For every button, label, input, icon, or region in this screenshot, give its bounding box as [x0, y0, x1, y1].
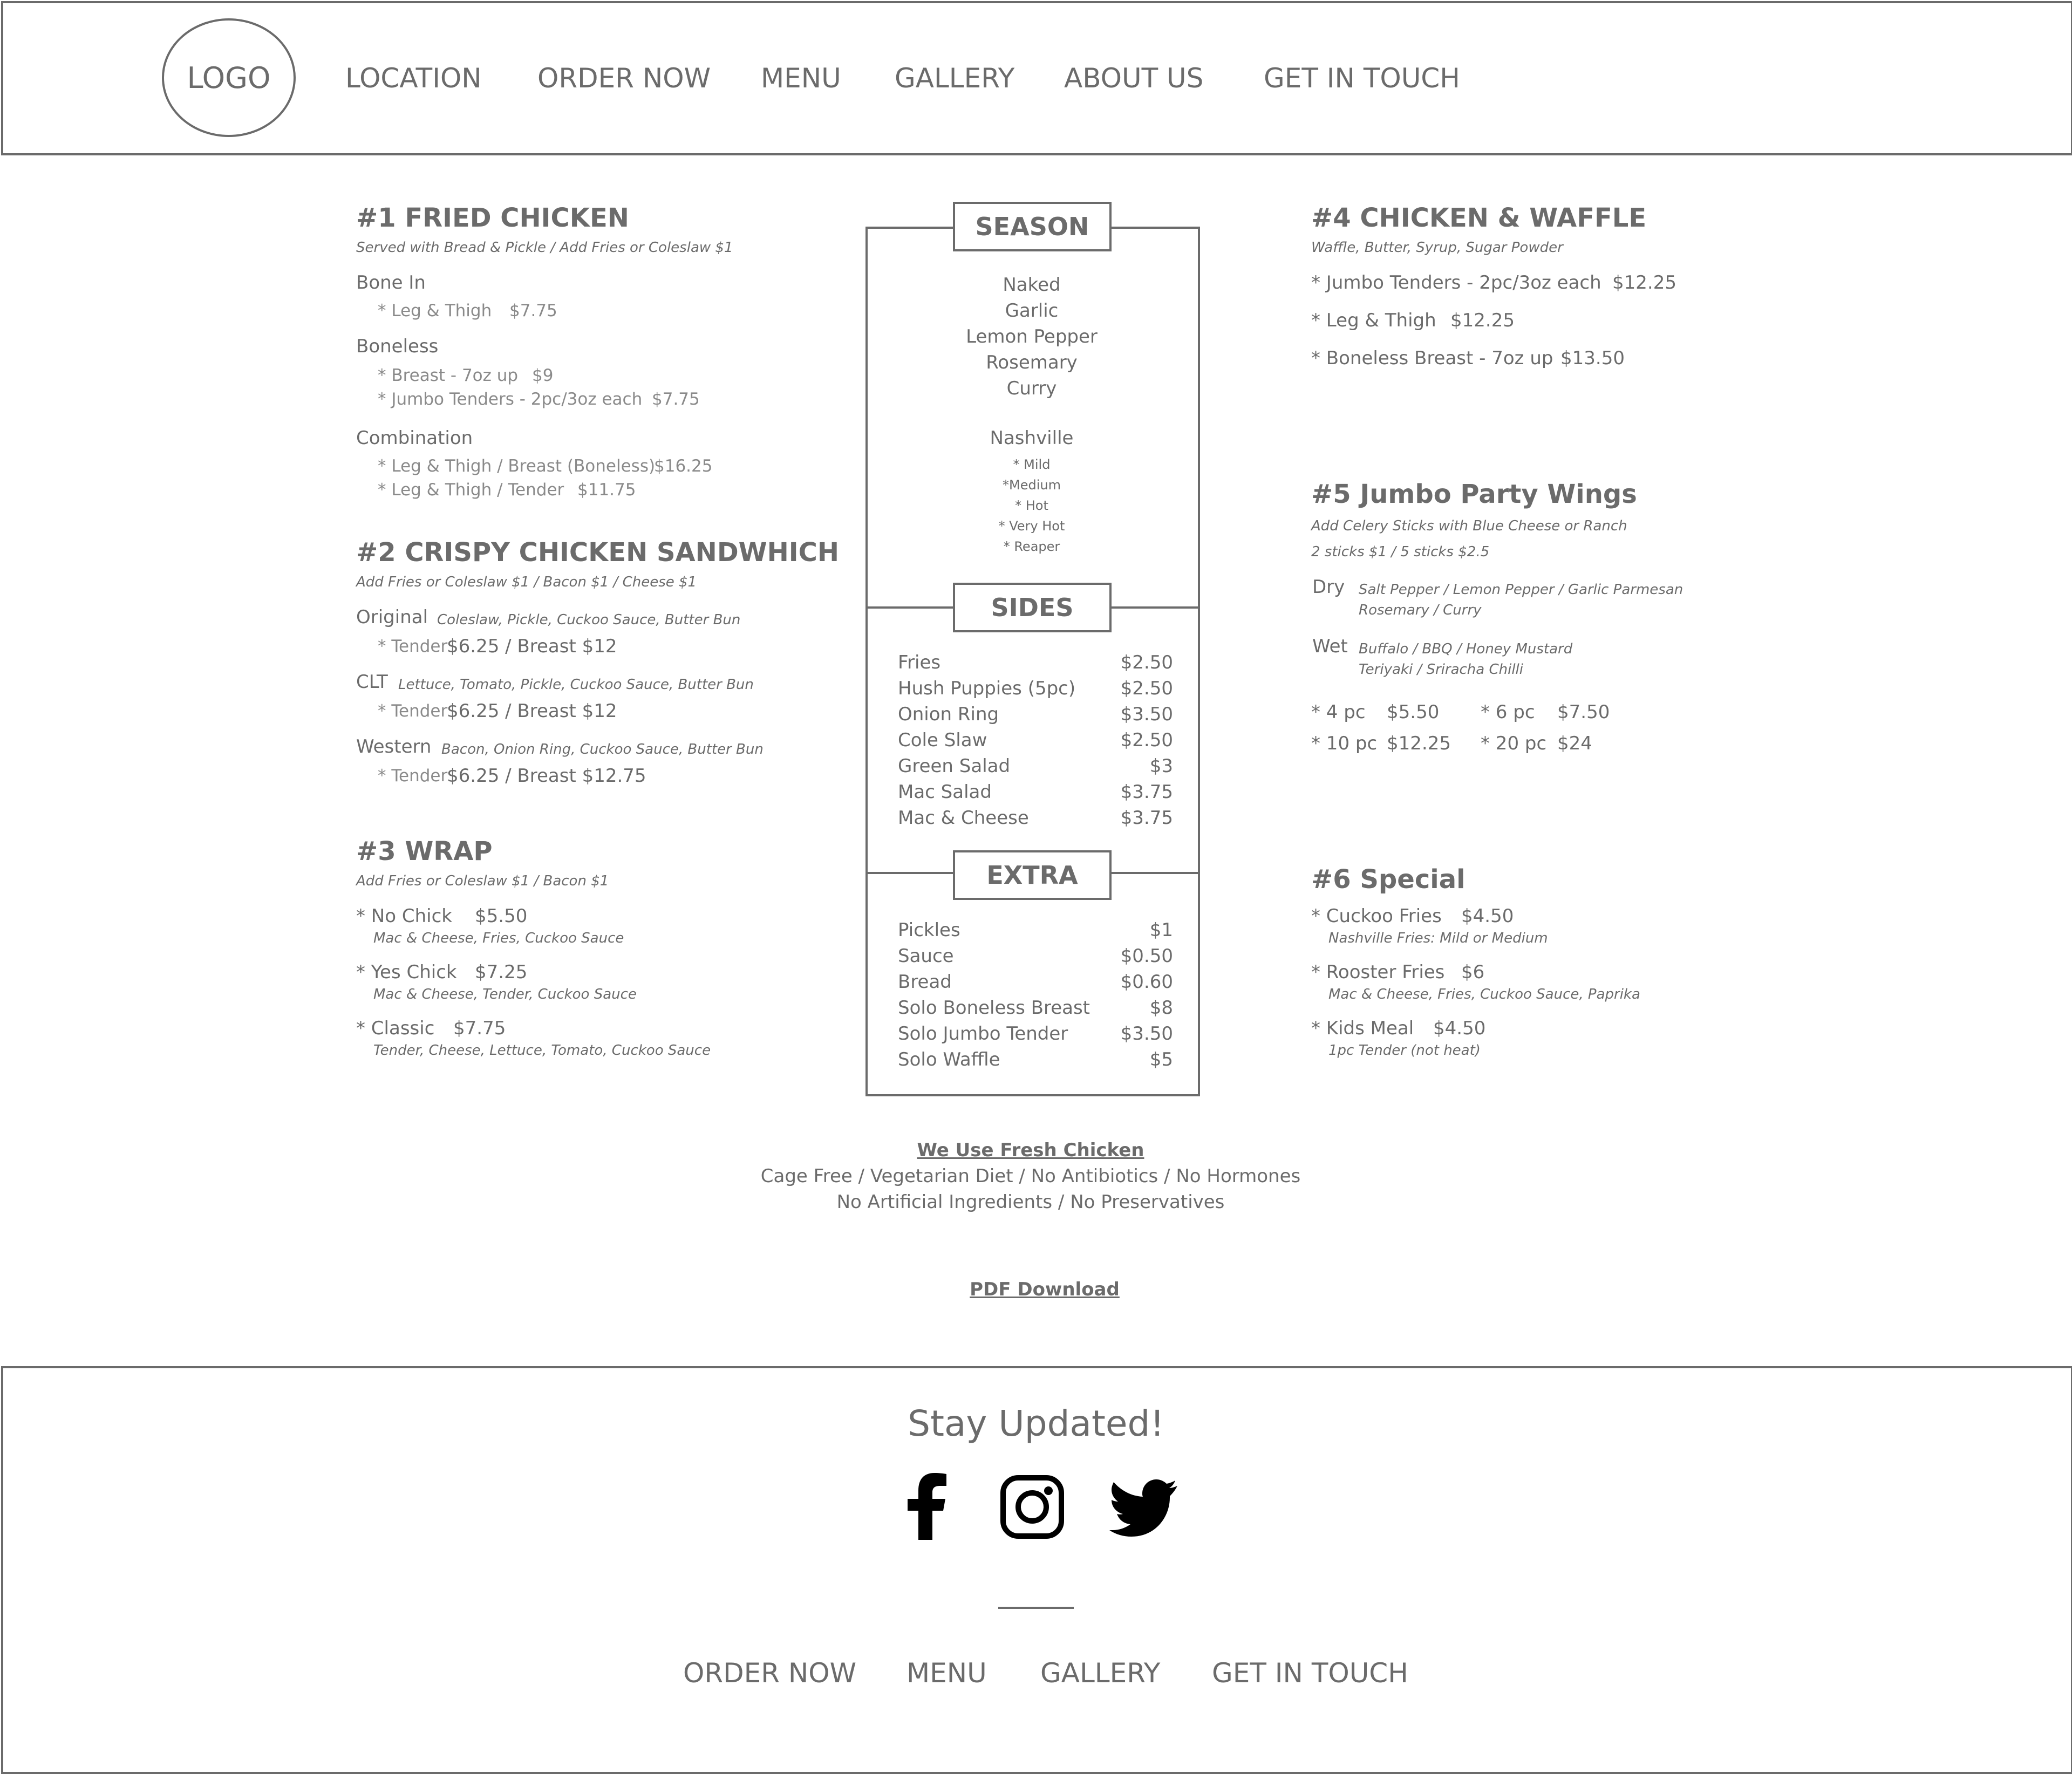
fried-chicken-title: #1 FRIED CHICKEN — [356, 203, 629, 233]
special-rooster-fries-desc: Mac & Cheese, Fries, Cuckoo Sauce, Paprika — [1328, 986, 1640, 1002]
sandwich-original-price: $6.25 / Breast $12 — [447, 636, 617, 657]
waffle-subtitle: Waffle, Butter, Syrup, Sugar Powder — [1311, 240, 1563, 256]
extra-name: Pickles — [898, 919, 960, 941]
nav-gallery[interactable]: GALLERY — [895, 63, 1015, 94]
side-price: $2.50 — [1120, 652, 1173, 673]
site-header — [1, 1, 2072, 155]
sandwich-clt-desc: Lettuce, Tomato, Pickle, Cuckoo Sauce, Butter Bun — [398, 677, 754, 693]
bone-in-heading: Bone In — [356, 272, 426, 294]
wrap-subtitle: Add Fries or Coleslaw $1 / Bacon $1 — [356, 873, 609, 889]
sides-title: SIDES — [991, 593, 1074, 622]
pdf-download-link[interactable]: PDF Download — [970, 1279, 1120, 1300]
combination-heading: Combination — [356, 427, 473, 449]
bone-in-price: $7.75 — [509, 301, 557, 320]
extra-price: $5 — [1149, 1049, 1173, 1070]
extra-row — [898, 971, 1173, 993]
sandwich-original: Original — [356, 606, 428, 628]
sandwich-subtitle: Add Fries or Coleslaw $1 / Bacon $1 / Cheese $1 — [356, 574, 697, 590]
wrap-yes-chick-desc: Mac & Cheese, Tender, Cuckoo Sauce — [373, 986, 637, 1002]
nashville-mild: * Mild — [1013, 457, 1051, 472]
extra-price: $1 — [1149, 919, 1173, 941]
wings-dry-flavors-1: Salt Pepper / Lemon Pepper / Garlic Parmesan — [1359, 582, 1684, 598]
side-name: Fries — [898, 652, 941, 673]
wings-20pc: * 20 pc — [1481, 733, 1547, 754]
waffle-item-3-price: $13.50 — [1560, 347, 1625, 369]
side-name: Mac Salad — [898, 781, 992, 803]
nashville-heading: Nashville — [990, 427, 1074, 449]
wrap-yes-chick: * Yes Chick — [356, 961, 457, 983]
extra-name: Solo Waffle — [898, 1049, 1000, 1070]
sides-header — [953, 583, 1112, 632]
fresh-chicken-title: We Use Fresh Chicken — [917, 1140, 1144, 1161]
wrap-no-chick-price: $5.50 — [475, 905, 528, 927]
footer-nav-menu[interactable]: MENU — [906, 1657, 987, 1689]
season-title: SEASON — [975, 212, 1089, 241]
nav-order-now[interactable]: ORDER NOW — [537, 63, 711, 94]
season-naked: Naked — [1003, 274, 1061, 296]
special-rooster-fries-price: $6 — [1461, 961, 1485, 983]
nashville-reaper: * Reaper — [1003, 539, 1060, 554]
extra-row — [898, 997, 1173, 1019]
wings-wet: Wet — [1312, 636, 1348, 657]
footer-nav-get-in-touch[interactable]: GET IN TOUCH — [1212, 1657, 1408, 1689]
nav-location[interactable]: LOCATION — [345, 63, 482, 94]
wings-title: #5 Jumbo Party Wings — [1311, 479, 1637, 509]
side-name: Green Salad — [898, 755, 1011, 777]
wrap-classic: * Classic — [356, 1018, 435, 1039]
boneless-item-2: * Jumbo Tenders - 2pc/3oz each — [378, 390, 643, 409]
fresh-chicken-line-1: Cage Free / Vegetarian Diet / No Antibiotics / No Hormones — [760, 1165, 1301, 1187]
waffle-item-2: * Leg & Thigh — [1311, 310, 1436, 331]
side-price: $3.75 — [1120, 781, 1173, 803]
nashville-hot: * Hot — [1015, 498, 1048, 513]
combo-item-2: * Leg & Thigh / Tender — [378, 480, 564, 500]
sandwich-western-tender: * Tender — [378, 766, 448, 786]
special-cuckoo-fries-price: $4.50 — [1461, 905, 1514, 927]
bone-in-item: * Leg & Thigh — [378, 301, 492, 320]
special-cuckoo-fries: * Cuckoo Fries — [1311, 905, 1442, 927]
nav-menu[interactable]: MENU — [761, 63, 841, 94]
combo-item-1-price: $16.25 — [654, 456, 713, 476]
extra-name: Bread — [898, 971, 952, 993]
wings-dry-flavors-2: Rosemary / Curry — [1359, 602, 1482, 618]
extra-row — [898, 1023, 1173, 1045]
wings-4pc-price: $5.50 — [1387, 701, 1440, 723]
boneless-item-1-price: $9 — [532, 366, 554, 385]
logo[interactable] — [162, 18, 296, 137]
side-name: Hush Puppies (5pc) — [898, 678, 1076, 699]
special-title: #6 Special — [1311, 864, 1466, 895]
logo-text: LOGO — [187, 60, 271, 95]
extra-price: $8 — [1149, 997, 1173, 1019]
wrap-classic-desc: Tender, Cheese, Lettuce, Tomato, Cuckoo Sauce — [373, 1042, 711, 1059]
footer-nav-gallery[interactable]: GALLERY — [1040, 1657, 1161, 1689]
wrap-no-chick-desc: Mac & Cheese, Fries, Cuckoo Sauce — [373, 930, 624, 946]
nav-about-us[interactable]: ABOUT US — [1064, 63, 1204, 94]
side-name: Onion Ring — [898, 704, 999, 725]
boneless-item-2-price: $7.75 — [652, 390, 700, 409]
instagram-icon[interactable] — [1000, 1475, 1064, 1539]
special-kids-meal-desc: 1pc Tender (not heat) — [1328, 1042, 1481, 1059]
nashville-levels — [870, 454, 1194, 557]
extra-name: Sauce — [898, 945, 954, 967]
waffle-title: #4 CHICKEN & WAFFLE — [1311, 203, 1647, 233]
side-name: Mac & Cheese — [898, 807, 1029, 829]
wrap-title: #3 WRAP — [356, 836, 493, 866]
wings-20pc-price: $24 — [1557, 733, 1592, 754]
special-cuckoo-fries-desc: Nashville Fries: Mild or Medium — [1328, 930, 1548, 946]
wrap-yes-chick-price: $7.25 — [475, 961, 528, 983]
extra-name: Solo Jumbo Tender — [898, 1023, 1068, 1045]
nashville-very-hot: * Very Hot — [998, 518, 1065, 534]
wings-10pc-price: $12.25 — [1387, 733, 1451, 754]
side-price: $3.75 — [1120, 807, 1173, 829]
facebook-icon[interactable] — [901, 1473, 950, 1540]
extra-row — [898, 945, 1173, 967]
boneless-item-1: * Breast - 7oz up — [378, 366, 519, 385]
sandwich-clt-tender: * Tender — [378, 701, 448, 721]
side-row — [898, 729, 1173, 751]
twitter-icon[interactable] — [1108, 1478, 1178, 1538]
wings-4pc: * 4 pc — [1311, 701, 1366, 723]
extra-header — [953, 850, 1112, 900]
wings-6pc: * 6 pc — [1481, 701, 1535, 723]
side-row — [898, 807, 1173, 829]
extra-title: EXTRA — [986, 861, 1078, 890]
wrap-classic-price: $7.75 — [453, 1018, 506, 1039]
extra-price: $3.50 — [1120, 1023, 1173, 1045]
nav-get-in-touch[interactable]: GET IN TOUCH — [1264, 63, 1460, 94]
footer-nav-order-now[interactable]: ORDER NOW — [683, 1657, 857, 1689]
wings-wet-flavors-1: Buffalo / BBQ / Honey Mustard — [1359, 641, 1573, 657]
sandwich-clt-price: $6.25 / Breast $12 — [447, 700, 617, 722]
season-garlic: Garlic — [1005, 300, 1059, 322]
wings-10pc: * 10 pc — [1311, 733, 1378, 754]
fried-chicken-subtitle: Served with Bread & Pickle / Add Fries or Coleslaw $1 — [356, 240, 733, 256]
side-price: $3 — [1149, 755, 1173, 777]
footer-divider — [998, 1607, 1074, 1609]
boneless-heading: Boneless — [356, 336, 439, 357]
sandwich-original-desc: Coleslaw, Pickle, Cuckoo Sauce, Butter Bun — [437, 612, 741, 628]
extra-price: $0.60 — [1120, 971, 1173, 993]
special-rooster-fries: * Rooster Fries — [1311, 961, 1445, 983]
wings-dry: Dry — [1312, 576, 1345, 598]
sandwich-original-tender: * Tender — [378, 637, 448, 656]
season-header — [953, 202, 1112, 251]
sandwich-clt: CLT — [356, 671, 388, 693]
side-price: $2.50 — [1120, 729, 1173, 751]
waffle-item-1-price: $12.25 — [1612, 272, 1676, 294]
sandwich-title: #2 CRISPY CHICKEN SANDWHICH — [356, 537, 840, 568]
season-curry: Curry — [1006, 378, 1057, 399]
waffle-item-2-price: $12.25 — [1450, 310, 1515, 331]
waffle-item-1: * Jumbo Tenders - 2pc/3oz each — [1311, 272, 1601, 294]
combo-item-1: * Leg & Thigh / Breast (Boneless) — [378, 456, 656, 476]
wings-wet-flavors-2: Teriyaki / Sriracha Chilli — [1359, 661, 1524, 678]
sandwich-western-price: $6.25 / Breast $12.75 — [447, 765, 646, 787]
special-kids-meal-price: $4.50 — [1433, 1018, 1486, 1039]
side-row — [898, 781, 1173, 803]
side-row — [898, 704, 1173, 725]
combo-item-2-price: $11.75 — [577, 480, 636, 500]
side-row — [898, 678, 1173, 699]
waffle-item-3: * Boneless Breast - 7oz up — [1311, 347, 1553, 369]
season-lemon-pepper: Lemon Pepper — [966, 326, 1098, 347]
nashville-medium: *Medium — [1003, 477, 1061, 493]
season-rosemary: Rosemary — [986, 352, 1078, 373]
extra-price: $0.50 — [1120, 945, 1173, 967]
wings-subtitle-2: 2 sticks $1 / 5 sticks $2.5 — [1311, 544, 1490, 560]
side-price: $2.50 — [1120, 678, 1173, 699]
side-row — [898, 755, 1173, 777]
wrap-no-chick: * No Chick — [356, 905, 452, 927]
fresh-chicken-line-2: No Artificial Ingredients / No Preservatives — [836, 1191, 1225, 1213]
special-kids-meal: * Kids Meal — [1311, 1018, 1414, 1039]
wings-6pc-price: $7.50 — [1557, 701, 1610, 723]
sandwich-western: Western — [356, 736, 432, 758]
season-list — [870, 272, 1194, 401]
extra-row — [898, 919, 1173, 941]
extra-row — [898, 1049, 1173, 1070]
side-price: $3.50 — [1120, 704, 1173, 725]
side-row — [898, 652, 1173, 673]
stay-updated-title: Stay Updated! — [908, 1403, 1164, 1444]
side-name: Cole Slaw — [898, 729, 987, 751]
wings-subtitle-1: Add Celery Sticks with Blue Cheese or Ranch — [1311, 518, 1627, 534]
extra-name: Solo Boneless Breast — [898, 997, 1090, 1019]
sandwich-western-desc: Bacon, Onion Ring, Cuckoo Sauce, Butter Bun — [441, 741, 764, 758]
